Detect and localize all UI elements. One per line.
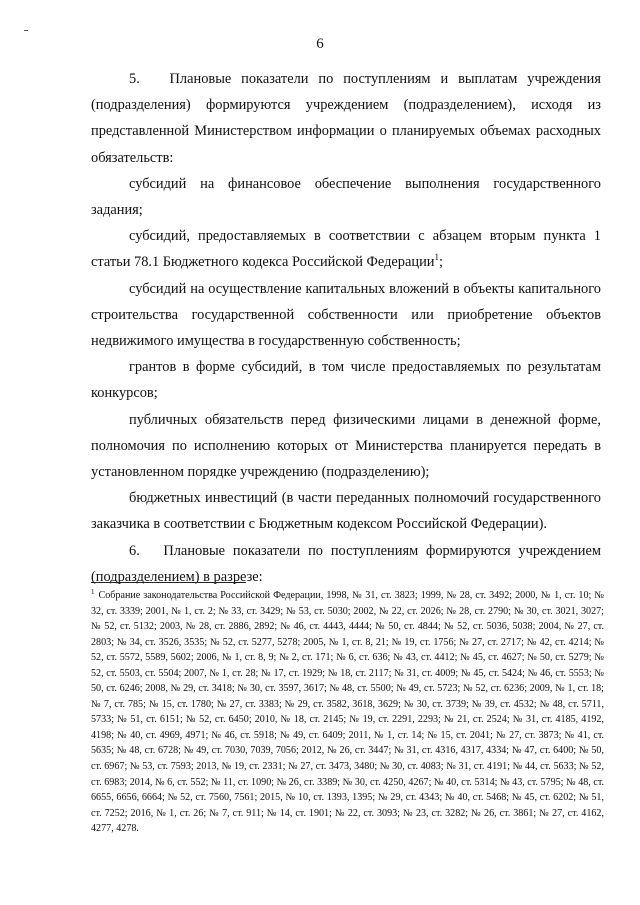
list-item-public-obligations: публичных обязательств перед физическими лицами в денежной форме, полномочия по исполнению которых от Министерства планируется передать в установленном порядке учреждению (подразделению); bbox=[91, 411, 601, 481]
list-item-budget-investments: бюджетных инвестиций (в части переданных полномочий государственного заказчика в соответствии с Бюджетным кодексом Российской Федерации). bbox=[91, 490, 601, 533]
scan-speck bbox=[24, 30, 28, 31]
paragraph-5-intro: 5. Плановые показатели по поступлениям и выплатам учреждения (подразделения) формируются учреждением (подразделением), исходя из представленной Министерством информации о планируемых объемах расходных обязательств: bbox=[91, 71, 601, 166]
paragraph-tail: ; bbox=[438, 254, 443, 271]
body-text bbox=[91, 66, 601, 590]
footnote bbox=[91, 588, 604, 837]
list-item-state-task-subsidies: субсидий на финансовое обеспечение выполнения государственного задания; bbox=[91, 175, 601, 219]
list-item-capital-investment-subsidies: субсидий на осуществление капитальных вложений в объекты капитального строительства государственной собственности или приобретение объектов недвижимого имущества в государственную собственность; bbox=[91, 280, 601, 350]
list-item-grants: грантов в форме субсидий, в том числе предоставляемых по результатам конкурсов; bbox=[91, 359, 601, 402]
footnote-reference[interactable]: 1 bbox=[434, 252, 439, 263]
footnote-marker: 1 bbox=[91, 587, 95, 596]
paragraph-text: субсидий, предоставляемых в соответствии с абзацем вторым пункта 1 статьи 78.1 Бюджетного кодекса Российской Федерации bbox=[91, 228, 601, 271]
list-item-article-78-1-subsidies bbox=[91, 223, 601, 275]
paragraph-6-intro: 6. Плановые показатели по поступлениям формируются учреждением (подразделением) в разрезе: bbox=[91, 542, 601, 585]
page-number: 6 bbox=[316, 36, 324, 52]
footnote-divider bbox=[91, 582, 246, 583]
footnote-text: Собрание законодательства Российской Федерации, 1998, № 31, ст. 3823; 1999, № 28, ст. 3492; 2000, № 1, ст. 10; № 32, ст. 3339; 2001, № 1, ст. 2; № 33, ст. 3429; № 53, ст. 5030; 2002, № 22, ст. 2026; № 28, ст. 2790; № 30, ст. 3021, 3027; № 52, ст. 5132; 2003, № 28, ст. 2886, 2892; № 46, ст. 4443, 4444; № 50, ст. 4844; № 52, ст. 5036, 5038; 2004, № 27, ст. 2803; № 34, ст. 3526, 3535; № 52, ст. 5277, 5278; 2005, № 1, ст. 8, 21; № 19, ст. 1756; № 27, ст. 2717; № 42, ст. 4214; № 52, ст. 5572, 5589, 5602; 2006, № 1, ст. 8, 9; № 2, ст. 171; № 6, ст. 636; № 43, ст. 4412; № 45, ст. 4627; № 50, ст. 5279; № 52, ст. 5503, ст. 5504; 2007, № 1, ст. 28; № 17, ст. 1929; № 18, ст. 2117; № 31, ст. 4009; № 45, ст. 5424; № 46, ст. 5553; № 50, ст. 6246; 2008, № 29, ст. 3418; № 30, ст. 3597, 3617; № 48, ст. 5500; № 49, ст. 5723; № 52, ст. 6236; 2009, № 1, ст. 18; № 7, ст. 785; № 15, ст. 1780; № 27, ст. 3383; № 29, ст. 3582, 3618, 3629; № 30, ст. 3739; № 39, ст. 4532; № 48, ст. 5711, 5733; № 51, ст. 6151; № 52, ст. 6450; 2010, № 18, ст. 2145; № 19, ст. 2291, 2293; № 21, ст. 2524; № 31, ст. 4185, 4192, 4198; № 40, ст. 4969, 4971; № 46, ст. 5918; № 49, ст. 6409; 2011, № 1, ст. 14; № 15, ст. 2041; № 27, ст. 3873; № 41, ст. 5635; № 48, ст. 6728; № 49, ст. 7030, 7039, 7056; 2012, № 26, ст. 3447; № 31, ст. 4316, 4317, 4334; № 47, ст. 6400; № 50, ст. 6967; № 53, ст. 7593; 2013, № 19, ст. 2331; № 27, ст. 3473, 3480; № 30, ст. 4083; № 31, ст. 4191; № 44, ст. 5633; № 52, ст. 6983; 2014, № 6, ст. 552; № 11, ст. 1090; № 26, ст. 3389; № 30, ст. 4250, 4267; № 40, ст. 5314; № 43, ст. 5795; № 48, ст. 6655, 6656, 6664; № 52, ст. 7560, 7561; 2015, № 10, ст. 1393, 1395; № 29, ст. 4343; № 40, ст. 5468; № 45, ст. 6202; № 51, ст. 7252; 2016, № 1, ст. 26; № 7, ст. 911; № 14, ст. 1901; № 22, ст. 3093; № 23, ст. 3282; № 26, ст. 3861; № 27, ст. 4162, 4277, 4278. bbox=[91, 590, 604, 835]
